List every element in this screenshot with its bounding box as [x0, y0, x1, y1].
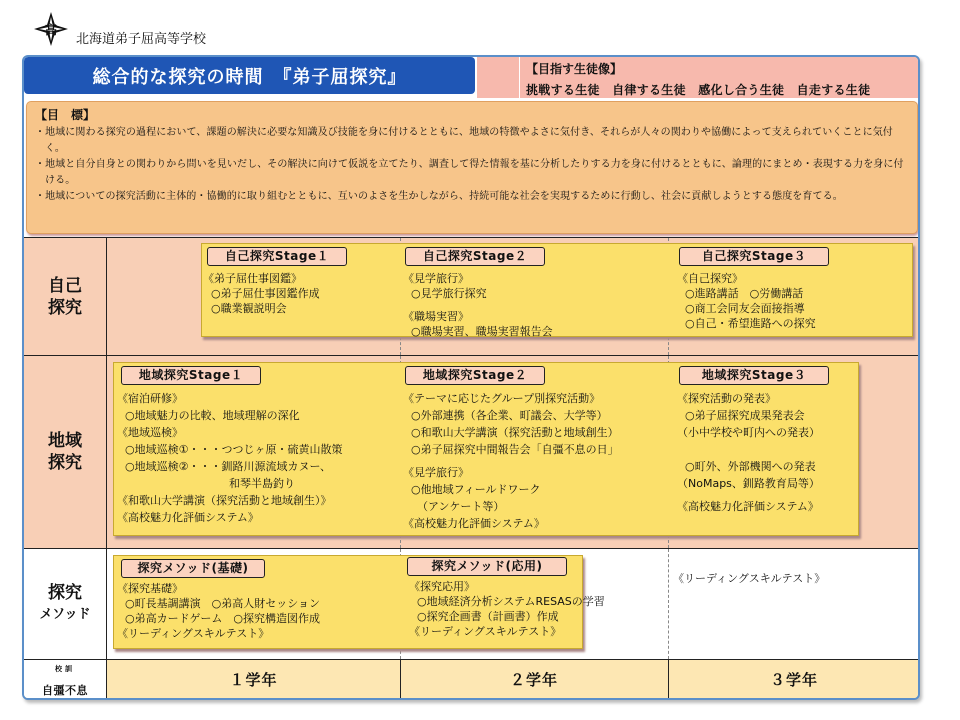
region-col-1 [117, 390, 342, 526]
item-text: 《弟子屈仕事図鑑》 [203, 272, 302, 285]
item-text: ○地域巡検②・・・釧路川源流域カヌー、 [125, 460, 332, 473]
item-text: 《見学旅行》 [403, 272, 469, 285]
item-text: ○弟子屈探究中間報告会「自彊不息の日」 [411, 443, 619, 456]
self-col-3 [677, 271, 816, 331]
item-text: 《テーマに応じたグループ別探究活動》 [403, 392, 601, 405]
item-text: ○探究企画書（計画書）作成 [417, 610, 559, 623]
region-row-body [107, 356, 920, 548]
goal-item-3: ・地域についての探究活動に主体的・協働的に取り組むとともに、互いのよさを生かしながら、持続可能な社会を実現するために行動し、社会に貢献しようとする態度を育てる。 [35, 191, 843, 202]
item-text: ○町長基調講演 ○弟高人財セッション [125, 597, 320, 610]
motto-text: 自彊不息 [42, 683, 88, 697]
item-text: 《自己探究》 [677, 272, 743, 285]
row-label-line: 探究 [48, 583, 82, 603]
emblem-char: 高 [44, 23, 58, 37]
item-text: 《リーディングスキルテスト》 [673, 572, 826, 585]
item-text: ○職場実習、職場実習報告会 [411, 325, 553, 338]
goals-box [26, 101, 918, 234]
self-col-2 [403, 271, 553, 339]
item-text: ○職業観説明会 [211, 302, 287, 315]
method-col-1 [117, 581, 320, 641]
item-text: ○弟高カードゲーム ○探究構造図作成 [125, 612, 320, 625]
item-text: ○地域経済分析システムRESASの学習 [417, 595, 605, 608]
item-text: ○弟子屈探究成果発表会 [685, 409, 805, 422]
item-text: （小中学校や町内への発表） [677, 426, 820, 439]
school-name: 北海道弟子屈高等学校 [76, 32, 207, 47]
item-text: ○地域巡検①・・・つつじヶ原・硫黄山散策 [125, 443, 343, 456]
item-text: ○和歌山大学講演（探究活動と地域創生） [411, 426, 619, 439]
item-text: 《職場実習》 [403, 310, 469, 323]
row-label-line: 探究 [48, 453, 82, 473]
aim-title: 【目指す生徒像】 [526, 62, 623, 76]
item-text: ○外部連携（各企業、町議会、大学等） [411, 409, 608, 422]
stage-label: 探究メソッド(基礎) [121, 559, 265, 578]
stage-label: 探究メソッド(応用) [407, 557, 567, 576]
row-label-line: 地域 [48, 431, 82, 451]
stage-label: 自己探究Stage２ [405, 247, 545, 266]
year-row-body [107, 660, 920, 699]
stage-label: 地域探究Stage１ [121, 366, 261, 385]
self-row-body [107, 238, 920, 355]
year-label: ２学年 [509, 671, 558, 689]
aim-list: 挑戦する生徒 自律する生徒 感化し合う生徒 自走する生徒 [526, 83, 871, 97]
item-text: ○弟子屈仕事図鑑作成 [211, 287, 320, 300]
item-text: ○他地域フィールドワーク [411, 483, 541, 496]
item-text: ○地域魅力の比較、地域理解の深化 [125, 409, 300, 422]
row-label-line: 自己 [48, 275, 82, 296]
item-text: ○見学旅行探究 [411, 287, 487, 300]
column-divider [668, 549, 669, 659]
item-text: 《探究基礎》 [117, 582, 183, 595]
item-text: 《高校魅力化評価システム》 [403, 517, 545, 530]
year-label: ３学年 [769, 671, 818, 689]
item-text: 《高校魅力化評価システム》 [117, 511, 259, 524]
year-label: １学年 [229, 671, 278, 689]
stage-label: 地域探究Stage２ [405, 366, 545, 385]
row-label-line: メソッド [39, 607, 91, 622]
goal-item-2: ・地域と自分自身との関わりから問いを見いだし、その解決に向けて仮説を立てたり、調査して得た情報を基に分析したりする力を身に付けるとともに、論理的にまとめ・表現する力を身に付ける。 [35, 159, 904, 186]
stage-label: 地域探究Stage３ [679, 366, 829, 385]
self-col-1 [203, 271, 320, 316]
region-col-2 [403, 390, 619, 532]
item-text: 《リーディングスキルテスト》 [117, 627, 270, 640]
aim-box [520, 57, 920, 98]
region-col-3 [677, 390, 820, 515]
stage-label: 自己探究Stage１ [207, 247, 347, 266]
item-text: 《探究応用》 [409, 580, 475, 593]
item-text: ○進路講話 ○労働講話 [685, 287, 804, 300]
school-motto [24, 660, 107, 699]
item-text: （アンケート等） [417, 500, 505, 513]
item-text: 《宿泊研修》 [117, 392, 183, 405]
region-inquiry-row [24, 355, 920, 548]
motto-caption: 校訓 [55, 664, 75, 673]
item-text: 《リーディングスキルテスト》 [409, 625, 562, 638]
stage-label: 自己探究Stage３ [679, 247, 829, 266]
item-text: ○自己・希望進路への探究 [685, 317, 816, 330]
school-emblem-icon [34, 12, 68, 46]
main-frame [22, 55, 920, 700]
item-text: 《見学旅行》 [403, 466, 469, 479]
row-label-self [24, 238, 107, 355]
year-row [24, 659, 920, 699]
item-text: 《地域巡検》 [117, 426, 183, 439]
item-text: 《高校魅力化評価システム》 [677, 500, 819, 513]
row-label-line: 探究 [48, 297, 82, 318]
method-col-3 [673, 571, 825, 586]
item-text: 《和歌山大学講演（探究活動と地域創生）》 [117, 494, 332, 507]
item-text: ○町外、外部機関への発表 [685, 460, 816, 473]
method-col-2 [409, 579, 605, 639]
row-label-method [24, 549, 107, 659]
item-text: ○商工会同友会面接指導 [685, 302, 805, 315]
goals-title: 【目 標】 [35, 108, 96, 122]
goal-item-1: ・地域に関わる探究の過程において、課題の解決に必要な知識及び技能を身に付けるとともに、地域の特徴やよさに気付き、それらが人々の関わりや協働によって支えられていくことに気付く。 [35, 127, 893, 154]
item-text: 《探究活動の発表》 [677, 392, 776, 405]
row-label-region [24, 356, 107, 548]
method-row-body [107, 549, 920, 659]
page-title: 総合的な探究の時間 『弟子屈探究』 [24, 57, 475, 94]
item-text: （NoMaps、釧路教育局等） [677, 477, 820, 490]
title-spacer [477, 57, 519, 98]
method-row [24, 548, 920, 659]
self-inquiry-row [24, 237, 920, 355]
item-text: 和琴半島釣り [229, 477, 295, 490]
